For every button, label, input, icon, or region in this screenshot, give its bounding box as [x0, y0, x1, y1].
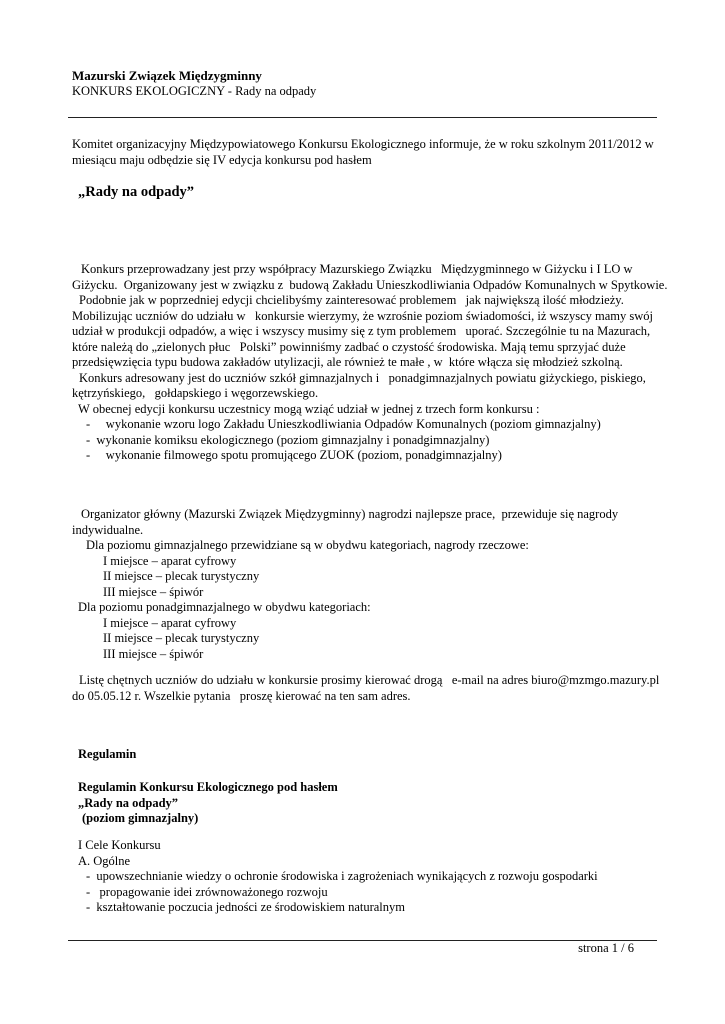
regulations-title-line: Regulamin Konkursu Ekologicznego pod hasłem	[78, 780, 338, 794]
competition-line: W obecnej edycji konkursu uczestnicy mogą wziąć udział w jednej z trzech form konkursu :	[78, 401, 540, 416]
prize-item: II miejsce – plecak turystyczny	[103, 631, 260, 645]
competition-line: kętrzyńskiego, gołdapskiego i węgorzewskiego.	[72, 386, 319, 400]
competition-line: Konkurs przeprowadzany jest przy współpracy Mazurskiego Związku Międzygminnego w Giżycku i I LO w	[81, 262, 633, 276]
footer-divider	[68, 940, 657, 941]
goal-item: - upowszechnianie wiedzy o ochronie środowiska i zagrożeniach wynikających z rozwoju gospodarki	[86, 869, 598, 883]
regulations-heading-block	[72, 747, 672, 763]
prizes-line: indywidualne.	[72, 522, 144, 537]
header-subtitle: KONKURS EKOLOGICZNY - Rady na odpady	[72, 83, 317, 98]
contact-paragraph	[72, 673, 672, 704]
prize-item: III miejsce – śpiwór	[103, 584, 204, 599]
organization-name: Mazurski Związek Międzygminny	[72, 68, 262, 83]
goal-item: - kształtowanie poczucia jedności ze środowiskiem naturalnym	[86, 900, 405, 914]
regulations-title	[72, 780, 672, 827]
prizes-line: Organizator główny (Mazurski Związek Międzygminny) nagrodzi najlepsze prace, przewiduje się nagrody	[81, 507, 619, 521]
competition-form-item: - wykonanie wzoru logo Zakładu Unieszkodliwiania Odpadów Komunalnych (poziom gimnazjalny)	[86, 417, 601, 431]
prize-item: I miejsce – aparat cyfrowy	[103, 615, 237, 630]
slogan-title: „Rady na odpady”	[78, 184, 195, 200]
prizes-category-heading: Dla poziomu gimnazjalnego przewidziane są w obydwu kategoriach, nagrody rzeczowe:	[86, 538, 529, 552]
competition-line: udział w produkcji odpadów, a więc i wszyscy musimy się z tym problemem uporać. Szczególnie tu na Mazurach,	[72, 324, 651, 338]
intro-line: miesiącu maju odbędzie się IV edycja konkursu pod hasłem	[72, 152, 372, 167]
competition-line: Mobilizując uczniów do udziału w konkursie wierzymy, że wzrośnie poziom świadomości, iż wszyscy mamy swój	[72, 308, 653, 323]
prize-item: III miejsce – śpiwór	[103, 646, 204, 661]
contact-line: do 05.05.12 r. Wszelkie pytania proszę kierować na ten sam adres.	[72, 688, 411, 703]
regulations-title-line: (poziom gimnazjalny)	[82, 811, 199, 825]
goals-subheading: A. Ogólne	[78, 853, 131, 868]
intro-line: Komitet organizacyjny Międzypowiatowego Konkursu Ekologicznego informuje, że w roku szkolnym 2011/2012 w	[72, 137, 654, 151]
header-divider	[68, 117, 657, 118]
competition-line: przedsięwzięcia typu budowa zakładów utylizacji, ale również te małe , w które włącza się młodzież szkolną.	[72, 355, 623, 369]
intro-paragraph	[72, 137, 672, 168]
prize-item: I miejsce – aparat cyfrowy	[103, 553, 237, 568]
document-header	[72, 68, 672, 99]
goals-section-heading: I Cele Konkursu	[78, 838, 161, 852]
competition-line: Podobnie jak w poprzedniej edycji chcielibyśmy zainteresować problemem jak największą ilość młodzieży.	[79, 293, 624, 307]
regulations-heading: Regulamin	[78, 747, 137, 761]
prize-item: II miejsce – plecak turystyczny	[103, 569, 260, 583]
slogan-block	[72, 183, 672, 201]
competition-line: Konkurs adresowany jest do uczniów szkół gimnazjalnych i ponadgimnazjalnych powiatu giżyckiego, piskiego,	[79, 370, 646, 385]
goal-item: - propagowanie idei zrównoważonego rozwoju	[86, 884, 328, 899]
competition-description	[72, 262, 672, 464]
page-number: strona 1 / 6	[578, 941, 634, 955]
contact-line: Listę chętnych uczniów do udziału w konkursie prosimy kierować drogą e-mail na adres biuro@mzmgo.mazury.pl	[79, 673, 660, 687]
competition-line: które należą do „zielonych płuc Polski” powinniśmy zadbać o czystość środowiska. Mają temu sprzyjać duże	[72, 339, 626, 354]
competition-form-item: - wykonanie komiksu ekologicznego (poziom gimnazjalny i ponadgimnazjalny)	[86, 432, 490, 447]
competition-form-item: - wykonanie filmowego spotu promującego ZUOK (poziom, ponadgimnazjalny)	[86, 448, 502, 462]
regulations-title-line: „Rady na odpady”	[78, 795, 179, 810]
prizes-section	[72, 507, 672, 662]
competition-goals	[72, 838, 672, 916]
competition-line: Giżycku. Organizowany jest w związku z budową Zakładu Unieszkodliwiania Odpadów Komunalnych w Spytkowie.	[72, 277, 668, 292]
prizes-category-heading: Dla poziomu ponadgimnazjalnego w obydwu kategoriach:	[78, 600, 371, 614]
